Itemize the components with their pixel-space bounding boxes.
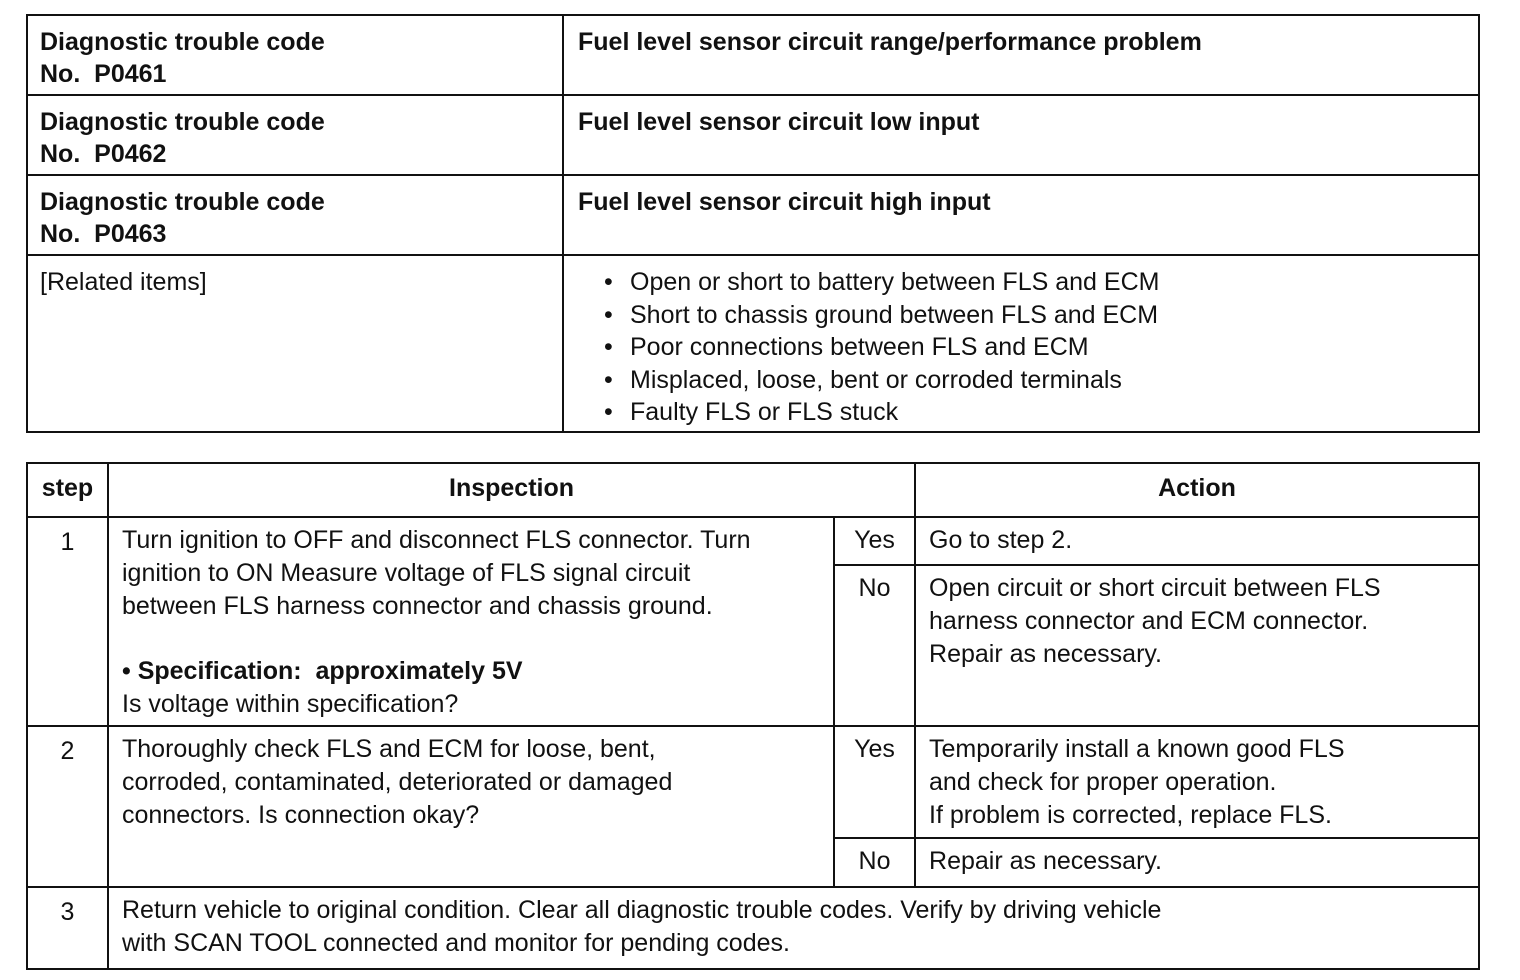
step-inspection: [108, 726, 834, 887]
inspection-question: Is voltage within specification?: [122, 690, 459, 718]
step-number: 3: [27, 887, 108, 969]
related-items-row: [27, 255, 1479, 432]
inspection-line: connectors. Is connection okay?: [122, 801, 480, 829]
dtc-code: No. P0462: [40, 140, 167, 168]
no-action: [915, 565, 1479, 726]
step-row: [27, 726, 1479, 838]
inspection-line: with SCAN TOOL connected and monitor for pending codes.: [122, 929, 790, 957]
dtc-code: No. P0463: [40, 220, 167, 248]
yes-action: [915, 517, 1479, 565]
dtc-label-cell: [27, 15, 563, 95]
no-action: [915, 838, 1479, 887]
inspection-line: corroded, contaminated, deteriorated or damaged: [122, 768, 673, 796]
related-item: • Short to chassis ground between FLS and ECM: [630, 299, 1466, 332]
step-inspection: [108, 887, 1479, 969]
step-row: [27, 517, 1479, 565]
inspection-header: Inspection: [108, 463, 915, 517]
dtc-description: Fuel level sensor circuit range/performance problem: [563, 15, 1479, 95]
action-line: Repair as necessary.: [929, 640, 1162, 668]
related-item: • Poor connections between FLS and ECM: [630, 331, 1466, 364]
no-label: No: [834, 838, 915, 887]
related-items-cell: [563, 255, 1479, 432]
step-number: 1: [27, 517, 108, 726]
dtc-label-line1: Diagnostic trouble code: [40, 28, 325, 56]
specification: • Specification: approximately 5V: [122, 657, 523, 685]
dtc-description: Fuel level sensor circuit high input: [563, 175, 1479, 255]
yes-action: [915, 726, 1479, 838]
dtc-row: [27, 95, 1479, 175]
step-header: step: [27, 463, 108, 517]
dtc-label-cell: [27, 175, 563, 255]
inspection-line: Turn ignition to OFF and disconnect FLS connector. Turn: [122, 526, 751, 554]
no-label: No: [834, 565, 915, 726]
yes-label: Yes: [834, 517, 915, 565]
action-line: Go to step 2.: [929, 526, 1073, 554]
procedure-header-row: [27, 463, 1479, 517]
procedure-table: [26, 462, 1480, 970]
dtc-table: [26, 14, 1480, 433]
related-item: • Faulty FLS or FLS stuck: [630, 396, 1466, 429]
action-line: Temporarily install a known good FLS: [929, 735, 1345, 763]
dtc-code: No. P0461: [40, 60, 167, 88]
inspection-line: Return vehicle to original condition. Clear all diagnostic trouble codes. Verify by driving vehicle: [122, 896, 1162, 924]
step-row: [27, 887, 1479, 969]
action-line: and check for proper operation.: [929, 768, 1277, 796]
dtc-row: [27, 175, 1479, 255]
action-line: harness connector and ECM connector.: [929, 607, 1369, 635]
inspection-line: between FLS harness connector and chassis ground.: [122, 592, 713, 620]
yes-label: Yes: [834, 726, 915, 838]
action-line: Repair as necessary.: [929, 847, 1162, 875]
dtc-label-cell: [27, 95, 563, 175]
action-header: Action: [915, 463, 1479, 517]
inspection-line: Thoroughly check FLS and ECM for loose, bent,: [122, 735, 656, 763]
dtc-row: [27, 15, 1479, 95]
related-item: • Misplaced, loose, bent or corroded terminals: [630, 364, 1466, 397]
action-line: If problem is corrected, replace FLS.: [929, 801, 1332, 829]
dtc-label-line1: Diagnostic trouble code: [40, 188, 325, 216]
dtc-label-line1: Diagnostic trouble code: [40, 108, 325, 136]
related-items-label: [Related items]: [27, 255, 563, 432]
step-inspection: [108, 517, 834, 726]
related-item: • Open or short to battery between FLS and ECM: [630, 266, 1466, 299]
related-items-list: [578, 266, 1466, 429]
step-number: 2: [27, 726, 108, 887]
dtc-description: Fuel level sensor circuit low input: [563, 95, 1479, 175]
inspection-line: ignition to ON Measure voltage of FLS signal circuit: [122, 559, 691, 587]
action-line: Open circuit or short circuit between FLS: [929, 574, 1381, 602]
